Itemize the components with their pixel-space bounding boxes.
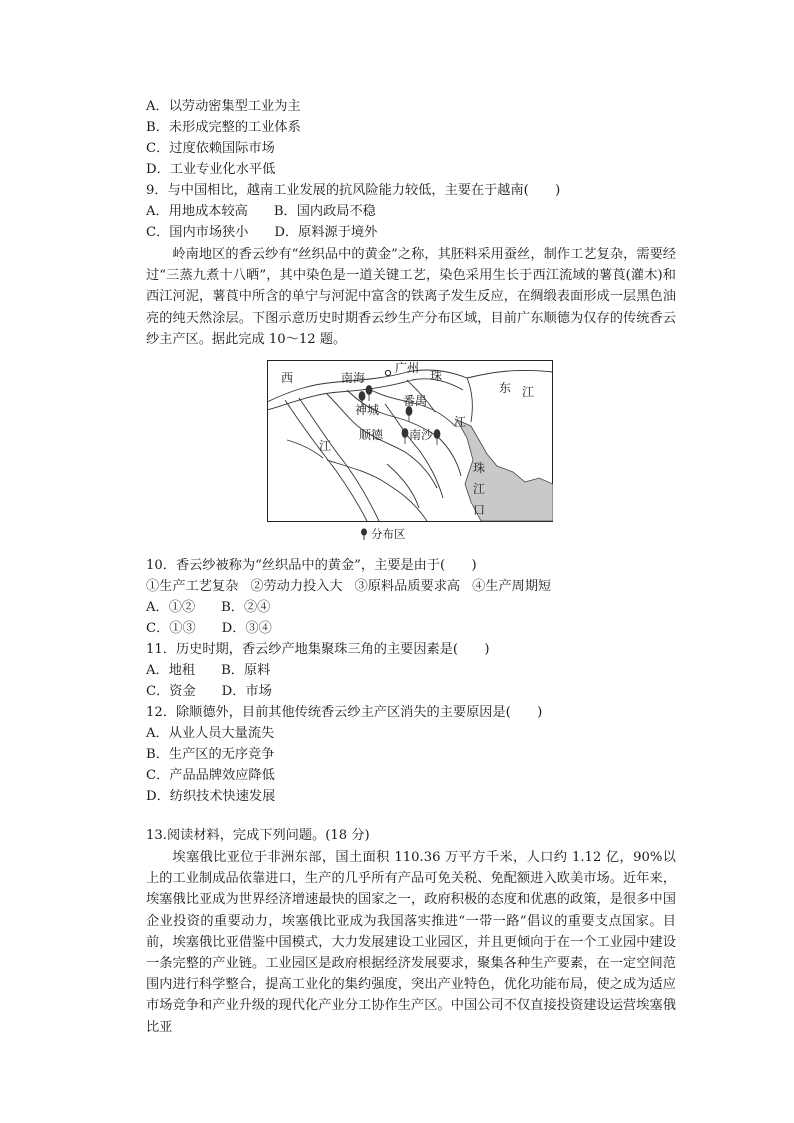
q10-options-row1	[146, 598, 270, 618]
q10-item-2: ②劳动力投入大	[250, 579, 343, 594]
q11-option-b: B．原料	[221, 663, 271, 678]
q10-option-a: A．①②	[146, 600, 196, 615]
q8-option-d: D．工业专业化水平低	[146, 162, 276, 177]
q12-stem: 12．除顺德外，目前其他传统香云纱主产区消失的主要原因是( )	[146, 705, 543, 720]
q11-option-d: D．市场	[221, 684, 272, 699]
label-shencheng: 神城	[355, 403, 380, 417]
label-guangzhou: 广州	[395, 361, 420, 375]
label-estuary-3: 口	[473, 503, 486, 517]
q12-option-b: B．生产区的无序竞争	[146, 747, 275, 762]
label-nanhai: 南海	[341, 371, 366, 385]
map-legend	[360, 526, 406, 542]
q10-options-row2	[146, 619, 272, 639]
q13-stem: 13.阅读材料，完成下列问题。(18 分)	[146, 828, 370, 843]
q9-option-d: D．原料源于境外	[274, 225, 378, 240]
material-paragraph: 岭南地区的香云纱有“丝织品中的黄金”之称，其胚料采用蚕丝，制作工艺复杂，需要经过“三蒸九煮十八晒”，其中染色是一道关键工艺，染色采用生长于西江流域的薯莨(灌木)和西江河泥，薯莨中所含的单宁与河泥中富含的铁离子发生反应，在绸缎表面形成一层黑色油亮的纯天然涂层。下图示意历史时期香云纱生产分布区域，目前广东顺德为仅存的传统香云纱主产区。据此完成 10～12 题。	[146, 247, 676, 347]
label-xi: 西	[281, 371, 294, 385]
q13-paragraph: 埃塞俄比亚位于非洲东部，国土面积 110.36 万平方千米，人口约 1.12 亿，90%以上的工业制成品依靠进口，生产的几乎所有产品可免关税、免配额进入欧美市场。近年来，埃塞俄比亚成为世界经济增速最快的国家之一，政府积极的态度和优惠的政策，是很多中国企业投资的重要动力，埃塞俄比亚成为我国落实推进“一带一路”倡议的重要支点国家。目前，埃塞俄比亚借鉴中国模式，大力发展建设工业园区，并且更倾向于在一个工业园中建设一条完整的产业链。工业园区是政府根据经济发展要求，聚集各种生产要素，在一定空间范围内进行科学整合，提高工业化的集约强度，突出产业特色，优化功能布局，使之成为适应市场竞争和产业升级的现代化产业分工协作生产区。中国公司不仅直接投资建设运营埃塞俄比亚	[146, 850, 676, 1035]
guangzhou-city-dot	[385, 370, 390, 375]
q11-options-row2	[146, 682, 272, 702]
legend-pin-icon	[360, 528, 368, 540]
q9-options-row1	[146, 202, 376, 222]
q8-option-a: A．以劳动密集型工业为主	[146, 99, 301, 114]
label-estuary-2: 江	[473, 482, 486, 496]
q9-option-c: C．国内市场狭小	[146, 225, 249, 240]
q11-options-row1	[146, 661, 270, 681]
label-jiang-east: 江	[522, 385, 535, 399]
q10-option-d: D．③④	[221, 621, 272, 636]
label-dong: 东	[499, 381, 512, 395]
label-zhu: 珠	[430, 369, 443, 383]
label-shunde: 顺德	[359, 428, 384, 442]
q12-option-c: C．产品品牌效应降低	[146, 768, 275, 783]
legend-label: 分布区	[371, 527, 406, 541]
q8-option-c: C．过度依赖国际市场	[146, 141, 275, 156]
q11-option-c: C．资金	[146, 684, 196, 699]
q8-option-b: B．未形成完整的工业体系	[146, 120, 301, 135]
label-jiang-right: 江	[454, 415, 467, 429]
q9-options-row2	[146, 223, 377, 243]
label-jiang-left: 江	[319, 439, 332, 453]
q9-stem: 9．与中国相比，越南工业发展的抗风险能力较低，主要在于越南( )	[146, 183, 561, 198]
label-estuary-1: 珠	[473, 461, 486, 475]
q9-option-a: A．用地成本较高	[146, 204, 248, 219]
q11-stem: 11．历史时期，香云纱产地集聚珠三角的主要因素是( )	[146, 642, 490, 657]
q10-items	[146, 577, 551, 597]
q12-option-d: D．纺织技术快速发展	[146, 789, 276, 804]
q10-option-b: B．②④	[221, 600, 271, 615]
q10-item-3: ③原料品质要求高	[354, 579, 461, 594]
q10-item-4: ④生产周期短	[472, 579, 552, 594]
q10-stem: 10．香云纱被称为“丝织品中的黄金”，主要是由于( )	[146, 558, 477, 573]
q12-option-a: A．从业人员大量流失	[146, 726, 275, 741]
label-nansha: 南沙	[409, 428, 434, 442]
q11-option-a: A．地租	[146, 663, 196, 678]
q10-item-1: ①生产工艺复杂	[146, 579, 239, 594]
label-panyu: 番禺	[403, 394, 428, 408]
q10-option-c: C．①③	[146, 621, 196, 636]
pearl-river-delta-map	[267, 360, 553, 522]
q9-option-b: B．国内政局不稳	[273, 204, 376, 219]
